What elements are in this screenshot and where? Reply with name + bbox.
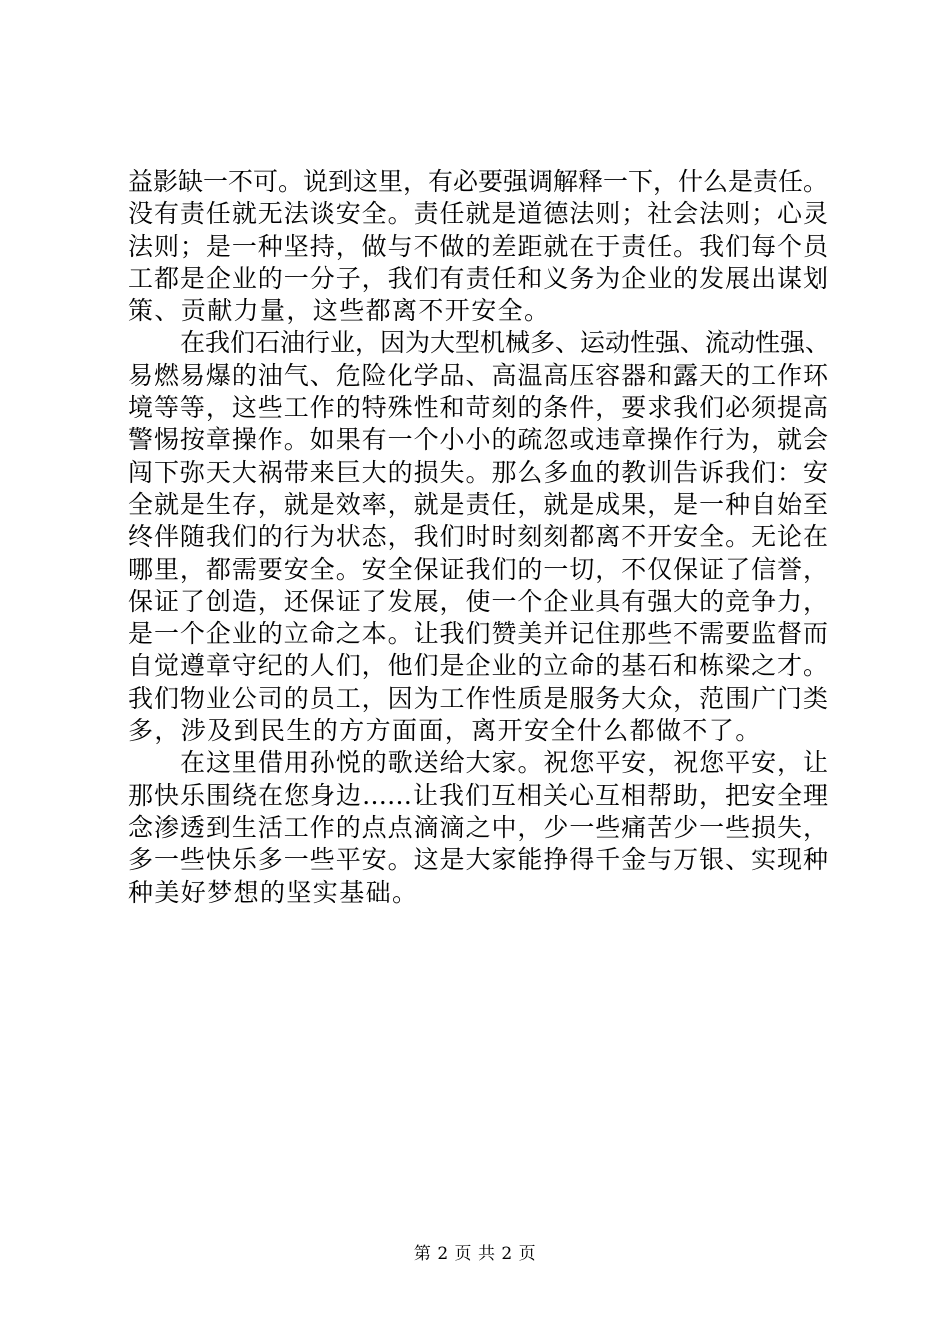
body-text — [128, 166, 831, 909]
paragraph-first-line: 在我们石油行业，因为大型机械多、运动性强、流动性强、 — [180, 328, 831, 358]
text-line: 终伴随我们的行为状态，我们时时刻刻都离不开安全。无论在 — [128, 522, 828, 552]
text-line: 益影缺一不可。说到这里，有必要强调解释一下，什么是责任。 — [128, 167, 829, 196]
text-line: 多，涉及到民生的方方面面，离开安全什么都做不了。 — [128, 716, 762, 746]
text-line: 保证了创造，还保证了发展，使一个企业具有强大的竞争力， — [128, 586, 828, 616]
text-line: 闯下弥天大祸带来巨大的损失。那么多血的教训告诉我们：安 — [128, 457, 828, 487]
text-line: 工都是企业的一分子，我们有责任和义务为企业的发展出谋划 — [128, 263, 828, 293]
text-line: 那快乐围绕在您身边……让我们互相关心互相帮助，把安全理 — [128, 780, 828, 810]
text-line: 念渗透到生活工作的点点滴滴之中，少一些痛苦少一些损失， — [128, 812, 828, 842]
text-line: 没有责任就无法谈安全。责任就是道德法则；社会法则；心灵 — [128, 199, 828, 229]
text-line: 境等等，这些工作的特殊性和苛刻的条件，要求我们必须提高 — [128, 393, 828, 423]
text-line: 策、贡献力量，这些都离不开安全。 — [128, 296, 551, 326]
page-number-footer: 第 2 页 共 2 页 — [413, 1244, 537, 1264]
text-line: 我们物业公司的员工，因为工作性质是服务大众，范围广门类 — [128, 683, 828, 713]
text-line: 全就是生存，就是效率，就是责任，就是成果，是一种自始至 — [128, 489, 828, 519]
paragraph-first-line: 在这里借用孙悦的歌送给大家。祝您平安，祝您平安，让 — [180, 748, 828, 778]
text-line: 易燃易爆的油气、危险化学品、高温高压容器和露天的工作环 — [128, 360, 828, 390]
text-line: 法则；是一种坚持，做与不做的差距就在于责任。我们每个员 — [128, 231, 828, 261]
text-line: 是一个企业的立命之本。让我们赞美并记住那些不需要监督而 — [128, 619, 828, 649]
text-line: 哪里，都需要安全。安全保证我们的一切，不仅保证了信誉， — [128, 554, 828, 584]
text-line: 警惕按章操作。如果有一个小小的疏忽或违章操作行为，就会 — [128, 425, 828, 455]
text-line: 种美好梦想的坚实基础。 — [128, 877, 419, 907]
text-line: 自觉遵章守纪的人们，他们是企业的立命的基石和栋梁之才。 — [128, 651, 828, 681]
text-line: 多一些快乐多一些平安。这是大家能挣得千金与万银、实现种 — [128, 845, 828, 875]
